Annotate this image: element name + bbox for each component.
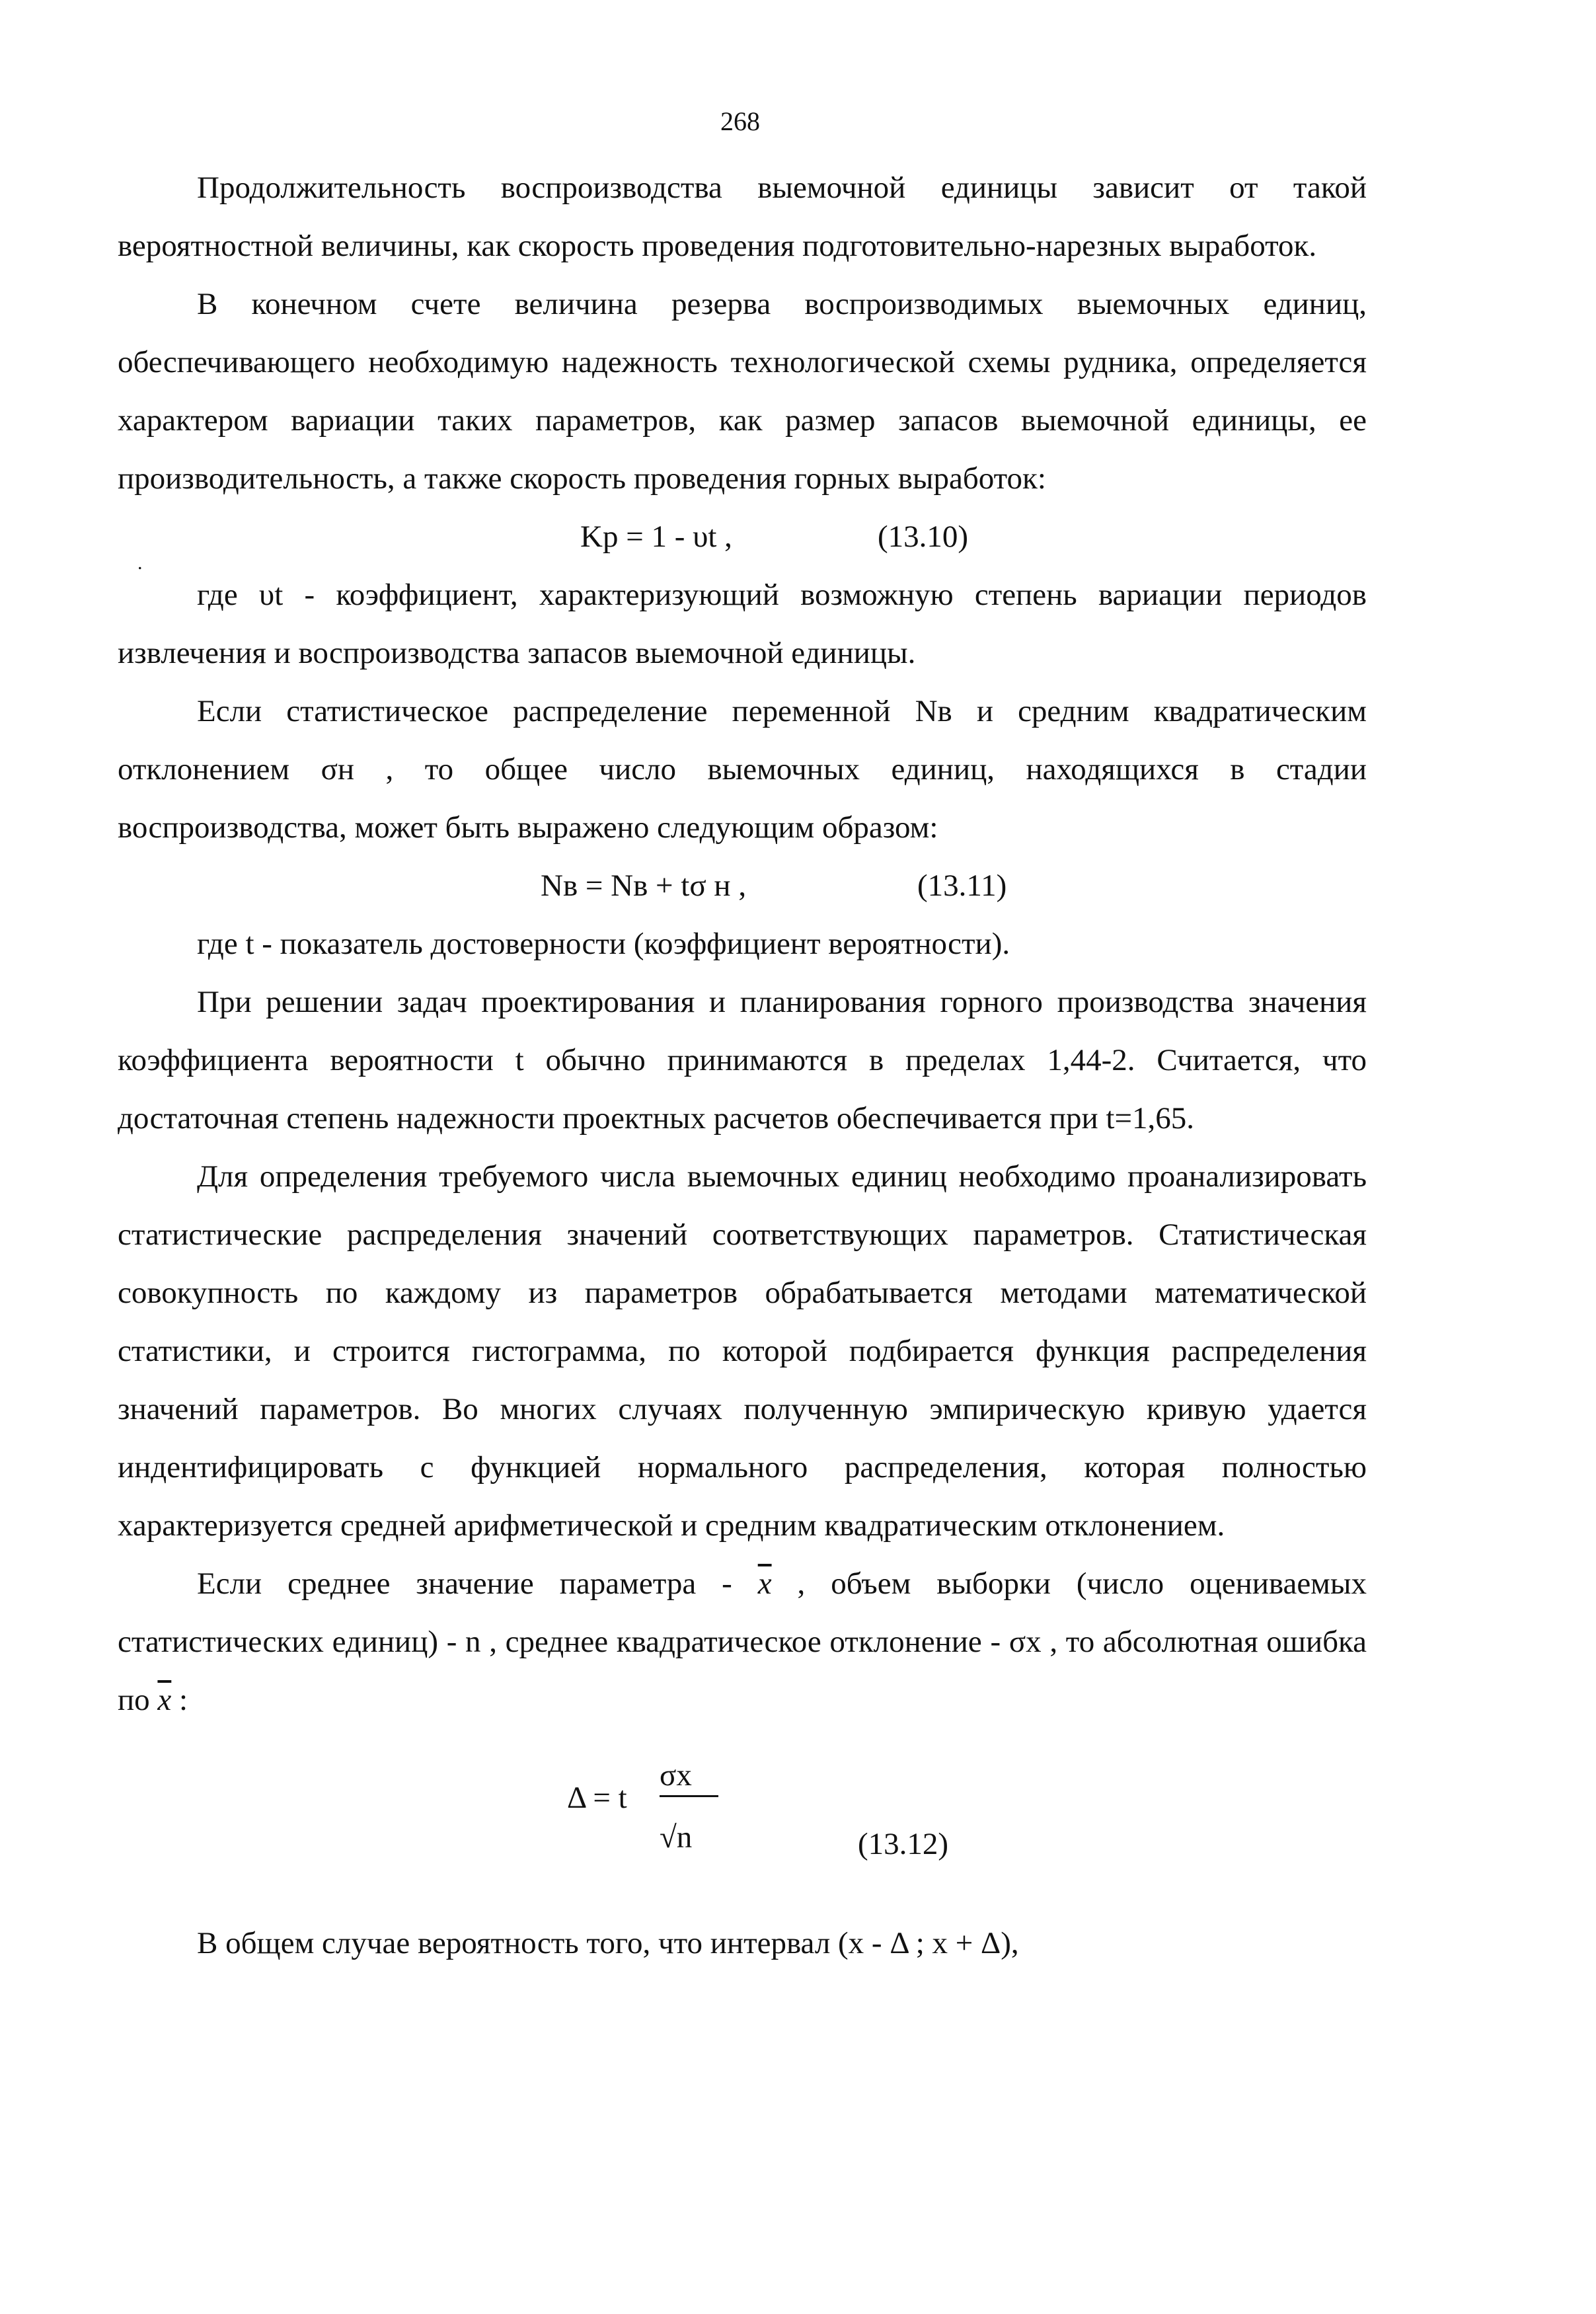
paragraph-8-part-3: : xyxy=(171,1683,188,1717)
paragraph-7: Для определения требуемого числа выемочных единиц необходимо проанализировать статистические распределения значений соответствующих параметров. Статистическая совокупность по каждому из параметров обрабатывается методами математической статистики, и строится гистограмма, по которой подбирается функция распределения значений параметров. Во многих случаях полученную эмпирическую кривую удается индентифицировать с функцией нормального распределения, которая полностью характеризуется средней арифметической и средним квадратическим отклонением. xyxy=(118,1159,1367,1543)
paragraph-2: В конечном счете величина резерва воспроизводимых выемочных единиц, обеспечивающего необходимую надежность технологической схемы рудника, определяется характером вариации таких параметров, как размер запасов выемочной единицы, ее производительность, а также скорость проведения горных выработок: xyxy=(118,287,1367,496)
paragraph-5: где t - показатель достоверности (коэффициент вероятности). xyxy=(197,927,1010,961)
formula-13-10-number: (13.10) xyxy=(878,520,969,554)
paragraph-3: где υt - коэффициент, характеризующий возможную степень вариации периодов извлечения и воспроизводства запасов выемочной единицы. xyxy=(118,578,1367,670)
formula-13-12-lhs: Δ = t xyxy=(567,1781,627,1815)
mean-x-symbol: $\overline{x}$ xyxy=(757,1566,772,1601)
formula-13-11-expression: Nв = Nв + tσ н , xyxy=(541,868,747,903)
stray-mark: . xyxy=(137,552,143,574)
paragraph-1: Продолжительность воспроизводства выемочной единицы зависит от такой вероятностной величины, как скорость проведения подготовительно-нарезных выработок. xyxy=(118,171,1367,263)
formula-13-10 xyxy=(118,508,1367,574)
formula-13-11 xyxy=(118,857,1367,915)
paragraph-8 xyxy=(118,1555,1367,1729)
paragraph-4: Если статистическое распределение переменной Nв и средним квадратическим отклонением σн , то общее число выемочных единиц, находящихся в стадии воспроизводства, может быть выражено следующим образом: xyxy=(118,694,1367,845)
paragraph-8-part-2: , объем выборки (число оцениваемых статистических единиц) - n , среднее квадратическое отклонение - σx , то абсолютная ошибка по xyxy=(118,1566,1367,1717)
formula-13-12-denominator: √n xyxy=(660,1820,693,1855)
paragraph-8-part-1: Если среднее значение параметра - xyxy=(197,1566,758,1601)
paragraph-9: В общем случае вероятность того, что интервал (x - Δ ; x + Δ), xyxy=(197,1926,1019,1960)
formula-13-11-number: (13.11) xyxy=(917,868,1007,903)
formula-13-12-number: (13.12) xyxy=(858,1827,949,1861)
paragraph-6: При решении задач проектирования и планирования горного производства значения коэффициента вероятности t обычно принимаются в пределах 1,44-2. Считается, что достаточная степень надежности проектных расчетов обеспечивается при t=1,65. xyxy=(118,985,1367,1136)
document-body xyxy=(118,159,1367,1972)
mean-x-symbol-2: $\overline{x}$ xyxy=(157,1683,172,1717)
formula-13-10-expression: Kp = 1 - υt , xyxy=(580,520,732,554)
formula-13-12-numerator: σx xyxy=(660,1755,718,1797)
formula-13-12 xyxy=(118,1742,1367,1894)
page-number: 268 xyxy=(720,106,760,136)
